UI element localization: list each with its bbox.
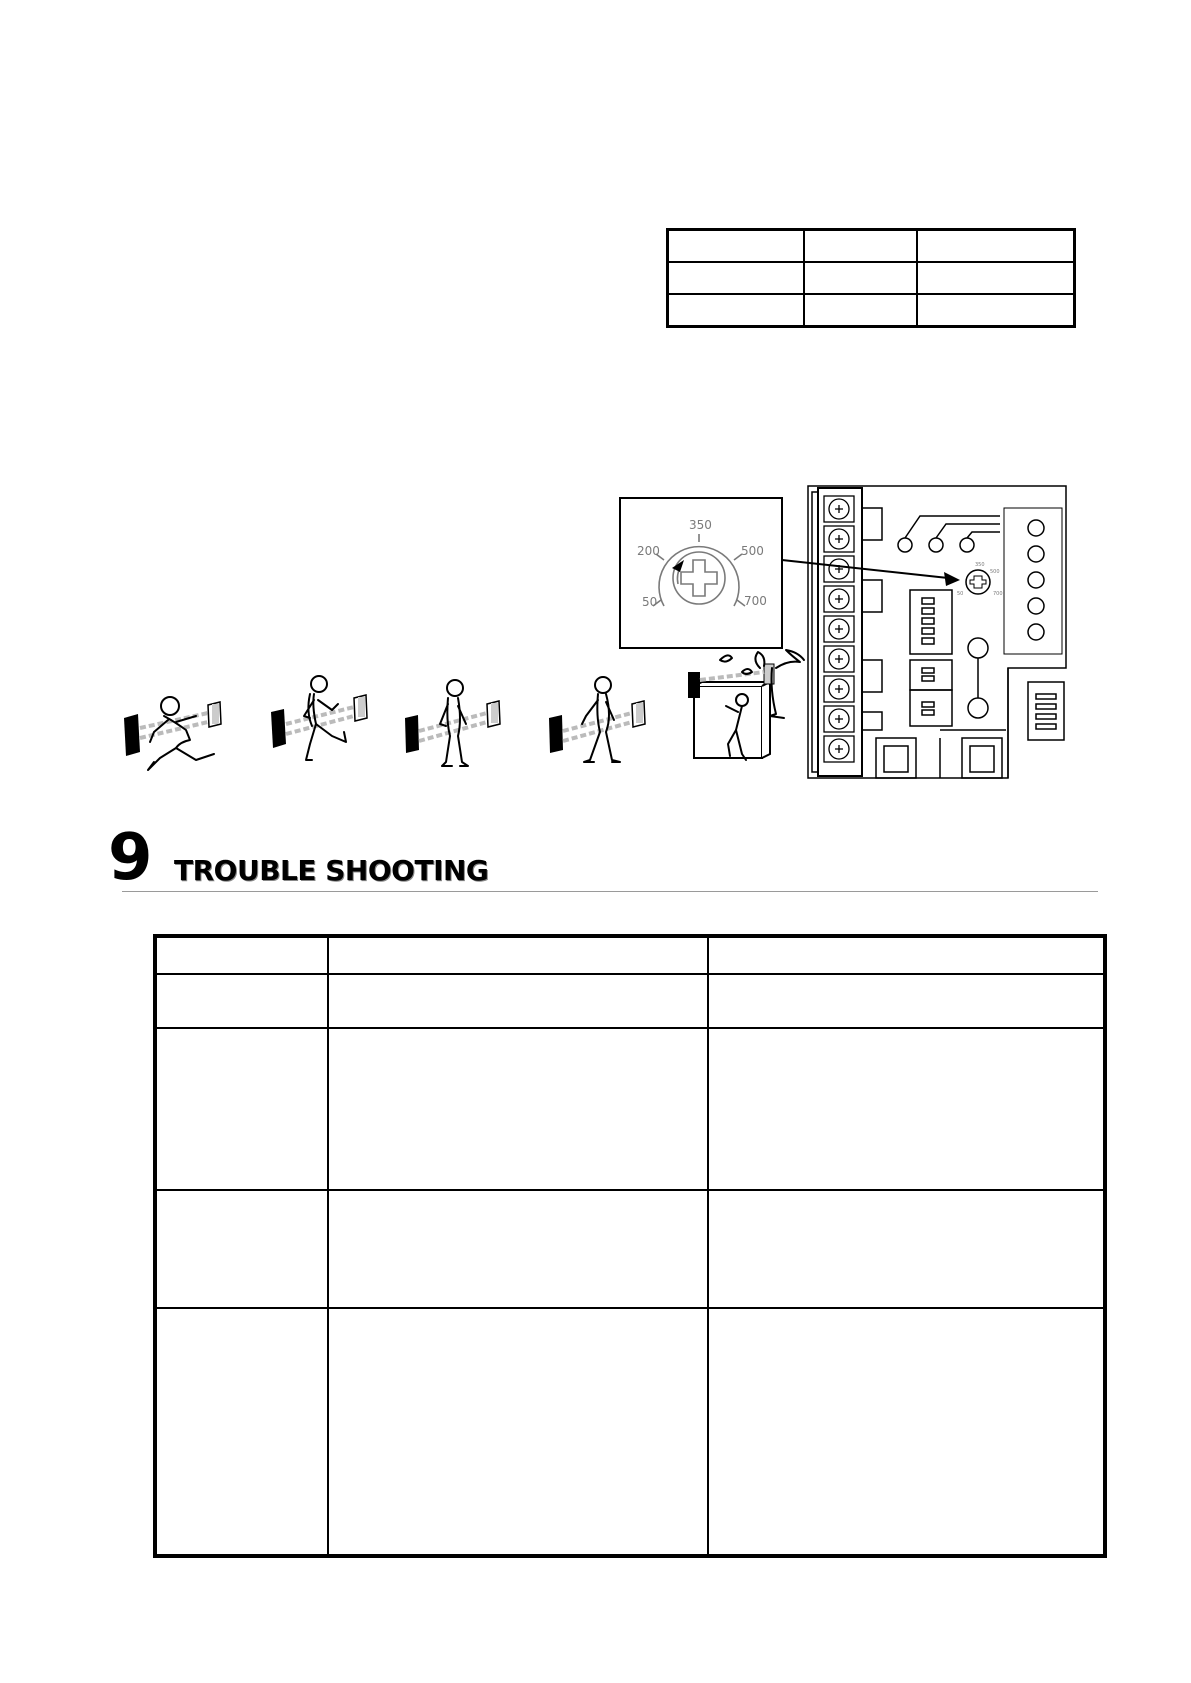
board-dial-tick-350: 350 xyxy=(975,562,985,568)
table-row xyxy=(155,1028,1105,1190)
table-cell xyxy=(708,1308,1105,1556)
table-cell xyxy=(708,1190,1105,1308)
board-dial-tick-700: 700 xyxy=(993,591,1003,597)
table-row xyxy=(155,974,1105,1028)
dial-tick-200: 200 xyxy=(637,544,660,558)
table-cell xyxy=(328,1308,708,1556)
table-cell xyxy=(708,1028,1105,1190)
table-row xyxy=(155,1190,1105,1308)
section-divider xyxy=(122,891,1098,892)
table-cell xyxy=(328,974,708,1028)
board-dial-tick-50: 50 xyxy=(957,591,964,597)
table-cell xyxy=(155,1308,328,1556)
dial-tick-50: 50 xyxy=(642,595,658,609)
section-title: TROUBLE SHOOTING xyxy=(174,854,489,887)
table-cell xyxy=(328,936,708,974)
circuit-board xyxy=(808,486,1066,778)
table-cell xyxy=(155,1190,328,1308)
table-cell xyxy=(328,1028,708,1190)
table-row xyxy=(155,1308,1105,1556)
dial-tick-350: 350 xyxy=(689,518,712,532)
board-dial-tick-500: 500 xyxy=(990,569,1000,575)
table-header-row xyxy=(155,936,1105,974)
sensitivity-dial-callout xyxy=(620,498,782,648)
running-person-icon xyxy=(124,697,221,770)
trouble-shooting-table xyxy=(153,934,1107,1558)
table-cell xyxy=(328,1190,708,1308)
table-cell xyxy=(708,974,1105,1028)
walking-person-icon xyxy=(549,677,645,762)
table-cell xyxy=(155,974,328,1028)
table-cell xyxy=(708,936,1105,974)
sensitivity-illustration xyxy=(0,0,1191,820)
table-cell xyxy=(155,1028,328,1190)
falling-leaves-tree-icon xyxy=(688,650,804,760)
jogging-person-icon xyxy=(271,676,367,760)
dial-tick-500: 500 xyxy=(741,544,764,558)
standing-person-icon xyxy=(405,680,500,766)
table-cell xyxy=(155,936,328,974)
section-number: 9 xyxy=(108,821,151,895)
dial-tick-700: 700 xyxy=(744,594,767,608)
terminal-screws xyxy=(824,496,854,762)
